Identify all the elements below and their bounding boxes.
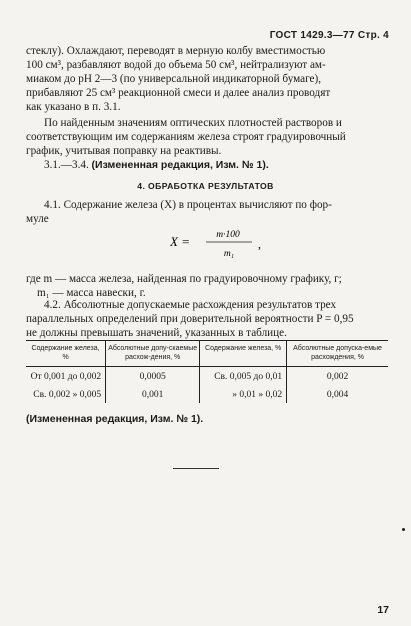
- table-cell: 0,002: [287, 367, 388, 386]
- text-line: 4.1. Содержание железа (X) в процентах вычисляют по фор-: [44, 199, 332, 211]
- text-line: прибавляют 25 см³ реакционной смеси и далее анализ проводят: [26, 87, 331, 99]
- paragraph-4-1: [26, 198, 388, 226]
- formula: [170, 224, 320, 264]
- top-paragraph: [26, 44, 388, 114]
- table-cell: 0,004: [287, 385, 388, 403]
- text-line: миаком до pH 2—3 (по универсальной индикаторной бумаге),: [26, 73, 322, 85]
- text-line: соответствующим им содержаниям железа строят градуировочный: [26, 131, 346, 143]
- edit-note-prefix: 3.1.—3.4.: [44, 159, 92, 171]
- where-block: [26, 272, 388, 300]
- text-line: По найденным значениям оптических плотностей растворов и: [44, 117, 342, 129]
- table-cell: Св. 0,005 до 0,01: [200, 367, 287, 386]
- table-cell: Св. 0,002 » 0,005: [33, 390, 102, 400]
- table-row: [26, 367, 388, 386]
- edit-note-bold: (Измененная редакция, Изм. № 1).: [91, 159, 269, 171]
- where-line: где m — масса железа, найденная по градуировочному графику, г;: [26, 273, 342, 285]
- section-heading: 4. ОБРАБОТКА РЕЗУЛЬТАТОВ: [137, 181, 274, 191]
- text-line: 4.2. Абсолютные допускаемые расхождения результатов трех: [44, 299, 337, 311]
- formula-numerator: m·100: [216, 230, 240, 240]
- edit-note-2: (Измененная редакция, Изм. № 1).: [26, 413, 204, 425]
- text-line: стеклу). Охлаждают, переводят в мерную колбу вместимостью: [26, 45, 326, 57]
- edit-note-1: [26, 158, 388, 172]
- formula-trailing: ,: [258, 237, 261, 251]
- scan-speck: [402, 528, 405, 531]
- page-header: ГОСТ 1429.3—77 Стр. 4: [269, 30, 389, 41]
- table-header-cell: Содержание железа, %: [200, 341, 287, 367]
- table-header-cell: Абсолютные допуска-емые расхождения, %: [287, 341, 388, 367]
- where-line: m₁ — масса навески, г.: [37, 287, 146, 299]
- table-header-cell: Абсолютные допу-скаемые расхож-дения, %: [106, 341, 200, 367]
- table-cell: 0,0005: [106, 367, 200, 386]
- tolerance-table: [26, 340, 388, 403]
- table-cell: » 0,01 » 0,02: [200, 385, 287, 403]
- table-cell: 0,001: [106, 385, 200, 403]
- text-line: муле: [26, 213, 49, 225]
- table-header-cell: Содержание железа, %: [26, 341, 106, 367]
- second-paragraph: [26, 116, 388, 158]
- text-line: не должны превышать значений, указанных в таблице.: [26, 327, 287, 339]
- table-row: [26, 385, 388, 403]
- divider: [173, 468, 219, 469]
- table-header-row: [26, 341, 388, 367]
- page-number: 17: [377, 604, 389, 616]
- text-line: график, учитывая поправку на реактивы.: [26, 145, 222, 157]
- text-line: параллельных определений при доверительной вероятности P = 0,95: [26, 313, 354, 325]
- text-line: 100 см³, разбавляют водой до объема 50 см³, нейтрализуют ам-: [26, 59, 326, 71]
- formula-denominator: m₁: [223, 249, 235, 259]
- table-cell: От 0,001 до 0,002: [30, 372, 102, 382]
- formula-lhs: X =: [170, 234, 190, 249]
- paragraph-4-2: [26, 298, 388, 340]
- text-line: как указано в п. 3.1.: [26, 101, 121, 113]
